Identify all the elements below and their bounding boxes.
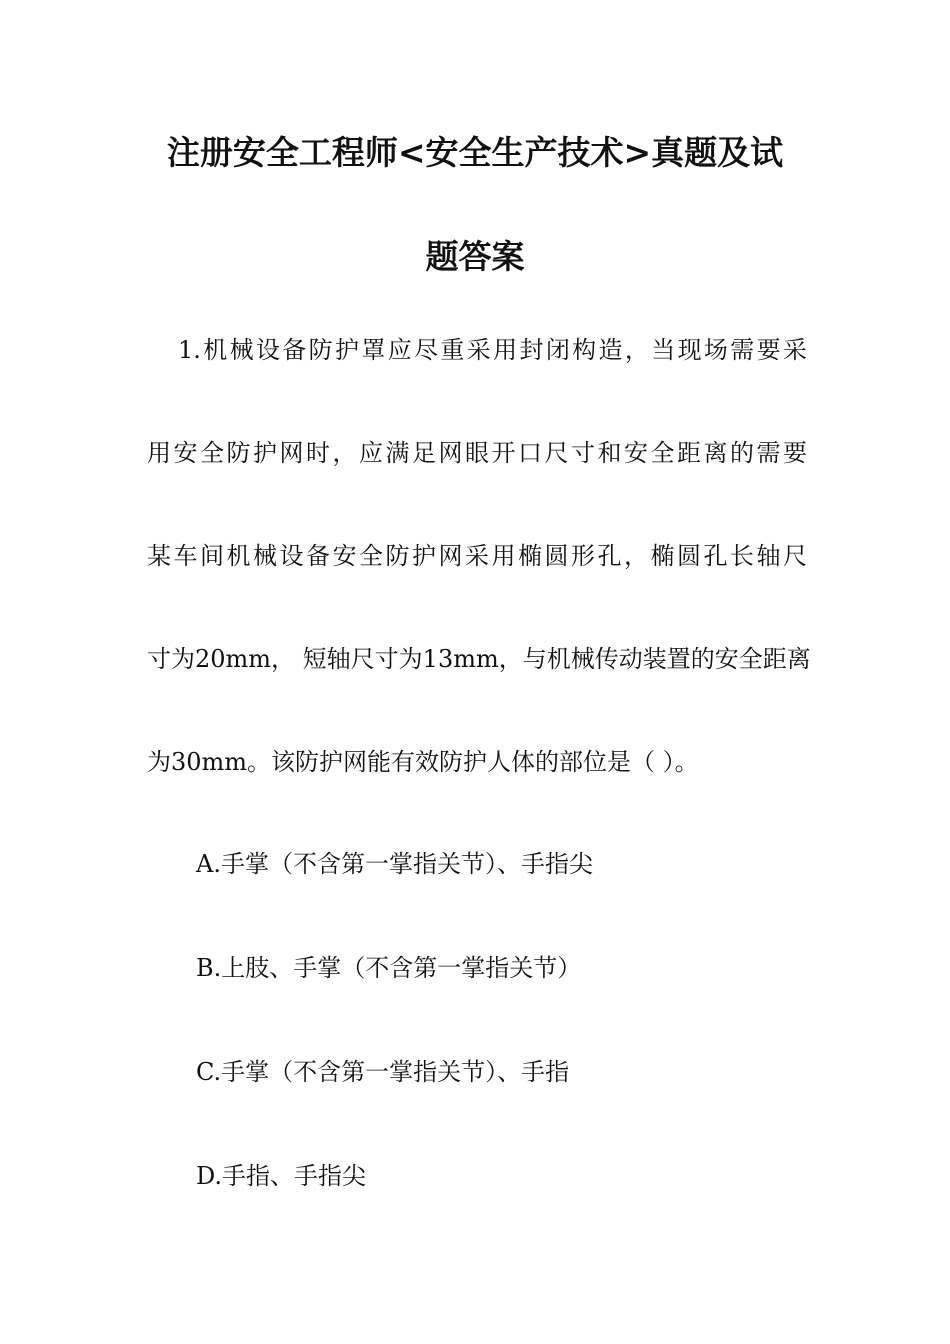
document-title-line-2: 题答案 <box>425 237 525 276</box>
question-text-line-1: 1.机械设备防护罩应尽重采用封闭构造，当现场需要采 <box>178 336 807 364</box>
option-d: D.手指、手指尖 <box>196 1162 367 1190</box>
question-text-line-5: 为30mm。该防护网能有效防护人体的部位是（ ）。 <box>147 748 699 776</box>
document-title-line-1: 注册安全工程师<安全生产技术>真题及试 <box>166 133 784 172</box>
question-text-line-2: 用安全防护网时，应满足网眼开口尺寸和安全距离的需要 <box>147 439 807 467</box>
option-a: A.手掌（不含第一掌指关节）、手指尖 <box>196 850 593 878</box>
option-b: B.上肢、手掌（不含第一掌指关节） <box>196 954 582 982</box>
option-c: C.手掌（不含第一掌指关节）、手指 <box>196 1058 570 1086</box>
question-text-line-3: 某车间机械设备安全防护网采用椭圆形孔，椭圆孔长轴尺 <box>147 542 807 570</box>
question-text-line-4: 寸为20mm， 短轴尺寸为13mm，与机械传动装置的安全距离 <box>147 645 811 673</box>
